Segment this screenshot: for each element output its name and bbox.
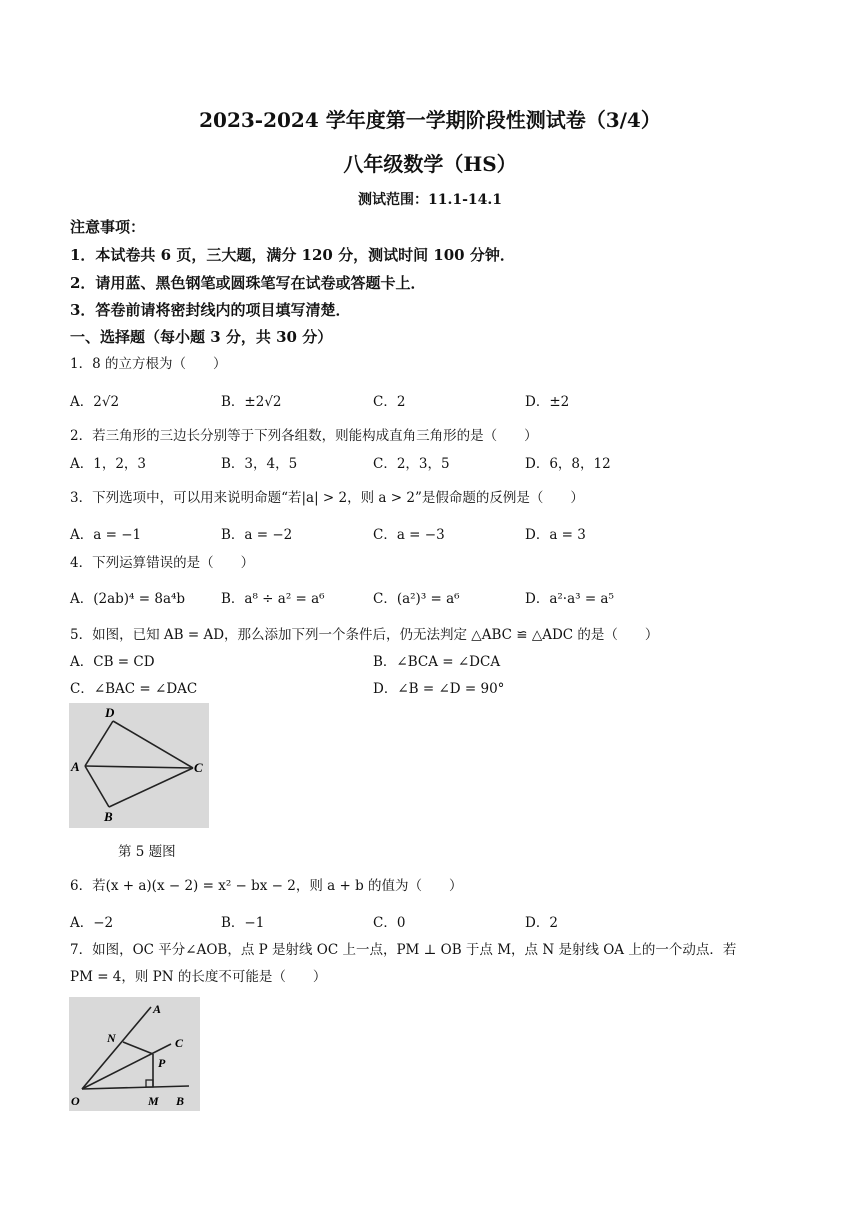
question-3-stem: 3．下列选项中，可以用来说明命题“若|a| > 2，则 a > 2”是假命题的反例是（ ） xyxy=(70,490,584,506)
figure-label-a: A xyxy=(153,1002,162,1016)
test-scope: 测试范围：11.1-14.1 xyxy=(357,192,502,208)
figure-q5-caption: 第 5 题图 xyxy=(118,844,176,860)
note-item: 3．答卷前请将密封线内的项目填写清楚． xyxy=(70,301,351,319)
figure-label-d: D xyxy=(105,705,115,720)
figure-label-n: N xyxy=(107,1031,116,1045)
q6-option-c: C．0 xyxy=(373,915,406,931)
q4-option-b: B．a⁸ ÷ a² = a⁶ xyxy=(221,591,325,607)
figure-label-p: P xyxy=(158,1056,166,1070)
q6-option-d: D．2 xyxy=(525,915,558,931)
q5-option-d: D．∠B = ∠D = 90° xyxy=(373,681,505,697)
note-item: 2．请用蓝、黑色钢笔或圆珠笔写在试卷或答题卡上． xyxy=(70,274,426,292)
q3-option-d: D．a = 3 xyxy=(525,527,586,543)
section-heading: 一、选择题（每小题 3 分，共 30 分） xyxy=(70,328,333,346)
q2-option-d: D．6，8，12 xyxy=(525,456,611,472)
q3-option-b: B．a = −2 xyxy=(221,527,293,543)
question-7-stem-line1: 7．如图，OC 平分∠AOB，点 P 是射线 OC 上一点，PM ⊥ OB 于点 M，点 N 是射线 OA 上的一个动点．若 xyxy=(70,942,737,958)
question-6-stem: 6．若(x + a)(x − 2) = x² − bx − 2，则 a + b 的值为（ ） xyxy=(70,878,463,894)
figure-label-c: C xyxy=(175,1036,184,1050)
q4-option-d: D．a²·a³ = a⁵ xyxy=(525,591,614,607)
q3-option-a: A．a = −1 xyxy=(70,527,142,543)
figure-label-a: A xyxy=(71,759,80,774)
q1-option-c: C．2 xyxy=(373,394,406,410)
figure-label-b: B xyxy=(104,809,113,824)
figure-label-b: B xyxy=(176,1094,185,1108)
figure-label-m: M xyxy=(148,1094,159,1108)
question-2-stem: 2．若三角形的三边长分别等于下列各组数，则能构成直角三角形的是（ ） xyxy=(70,428,538,444)
q6-option-a: A．−2 xyxy=(70,915,114,931)
figure-q5-kite xyxy=(69,703,209,828)
figure-q7-angle-bisector xyxy=(69,997,200,1111)
question-5-stem: 5．如图，已知 AB = AD，那么添加下列一个条件后，仍无法判定 △ABC ≌ △ADC 的是（ ） xyxy=(70,627,659,643)
q2-option-b: B．3，4，5 xyxy=(221,456,298,472)
exam-title: 2023-2024 学年度第一学期阶段性测试卷（3/4） xyxy=(199,108,661,132)
q1-option-a: A．2√2 xyxy=(70,394,120,410)
question-4-stem: 4．下列运算错误的是（ ） xyxy=(70,555,255,571)
q2-option-a: A．1，2，3 xyxy=(70,456,147,472)
question-7-stem-line2: PM = 4，则 PN 的长度不可能是（ ） xyxy=(70,969,327,985)
q4-option-c: C．(a²)³ = a⁶ xyxy=(373,591,460,607)
q4-option-a: A．(2ab)⁴ = 8a⁴b xyxy=(70,591,186,607)
q1-option-d: D．±2 xyxy=(525,394,570,410)
q5-option-c: C．∠BAC = ∠DAC xyxy=(70,681,198,697)
question-1-stem: 1．8 的立方根为（ ） xyxy=(70,356,227,372)
q1-option-b: B．±2√2 xyxy=(221,394,282,410)
notes-heading: 注意事项： xyxy=(70,218,146,236)
q5-option-a: A．CB = CD xyxy=(70,654,155,670)
exam-subtitle: 八年级数学（HS） xyxy=(343,152,517,176)
figure-label-c: C xyxy=(194,760,203,775)
q6-option-b: B．−1 xyxy=(221,915,265,931)
q3-option-c: C．a = −3 xyxy=(373,527,445,543)
q5-option-b: B．∠BCA = ∠DCA xyxy=(373,654,501,670)
q2-option-c: C．2，3，5 xyxy=(373,456,450,472)
figure-label-o: O xyxy=(71,1094,80,1108)
note-item: 1．本试卷共 6 页，三大题，满分 120 分，测试时间 100 分钟． xyxy=(70,246,515,264)
